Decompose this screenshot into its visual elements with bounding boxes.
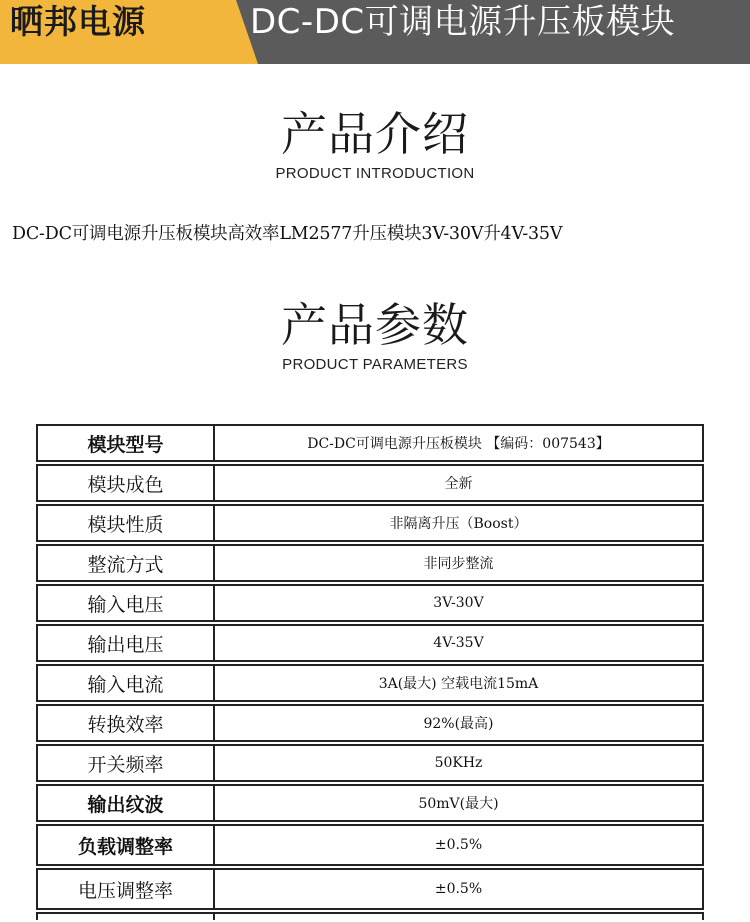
param-value: 92%(最高) xyxy=(215,704,704,742)
parameter-table xyxy=(36,422,704,922)
intro-title: 产品介绍 xyxy=(281,107,469,161)
param-value: 50mV(最大) xyxy=(215,784,704,822)
param-key: 输入电压 xyxy=(36,584,215,622)
table-row-partial xyxy=(36,912,704,920)
table-row xyxy=(36,664,704,702)
param-key-empty xyxy=(36,912,215,920)
product-description: DC-DC可调电源升压板模块高效率LM2577升压模块3V-30V升4V-35V xyxy=(12,224,563,244)
table-row xyxy=(36,464,704,502)
param-key: 整流方式 xyxy=(36,544,215,582)
table-row xyxy=(36,504,704,542)
param-key: 模块性质 xyxy=(36,504,215,542)
param-key: 转换效率 xyxy=(36,704,215,742)
param-key: 电压调整率 xyxy=(36,868,215,910)
param-key: 输出电压 xyxy=(36,624,215,662)
param-value-empty xyxy=(215,912,704,920)
param-key: 模块成色 xyxy=(36,464,215,502)
param-value: DC-DC可调电源升压板模块 【编码：007543】 xyxy=(215,424,704,462)
table-row xyxy=(36,744,704,782)
param-value: ±0.5% xyxy=(215,868,704,910)
table-row xyxy=(36,784,704,822)
table-row xyxy=(36,424,704,462)
banner-title: DC-DC可调电源升压板模块 xyxy=(250,2,676,42)
params-subtitle: PRODUCT PARAMETERS xyxy=(282,356,468,373)
param-value: ±0.5% xyxy=(215,824,704,866)
table-row xyxy=(36,824,704,866)
param-value: 全新 xyxy=(215,464,704,502)
param-key: 模块型号 xyxy=(36,424,215,462)
params-title: 产品参数 xyxy=(281,298,469,352)
param-key: 开关频率 xyxy=(36,744,215,782)
param-value: 50KHz xyxy=(215,744,704,782)
param-value: 非同步整流 xyxy=(215,544,704,582)
table-row xyxy=(36,584,704,622)
header-banner xyxy=(0,0,750,64)
param-value: 4V-35V xyxy=(215,624,704,662)
param-key: 输入电流 xyxy=(36,664,215,702)
param-value: 3A(最大) 空载电流15mA xyxy=(215,664,704,702)
table-row xyxy=(36,868,704,910)
param-key: 输出纹波 xyxy=(36,784,215,822)
table-row xyxy=(36,624,704,662)
param-key: 负载调整率 xyxy=(36,824,215,866)
table-row xyxy=(36,704,704,742)
intro-subtitle: PRODUCT INTRODUCTION xyxy=(275,165,475,182)
table-row xyxy=(36,544,704,582)
param-value: 非隔离升压（Boost） xyxy=(215,504,704,542)
param-value: 3V-30V xyxy=(215,584,704,622)
brand-name: 晒邦电源 xyxy=(10,2,146,41)
